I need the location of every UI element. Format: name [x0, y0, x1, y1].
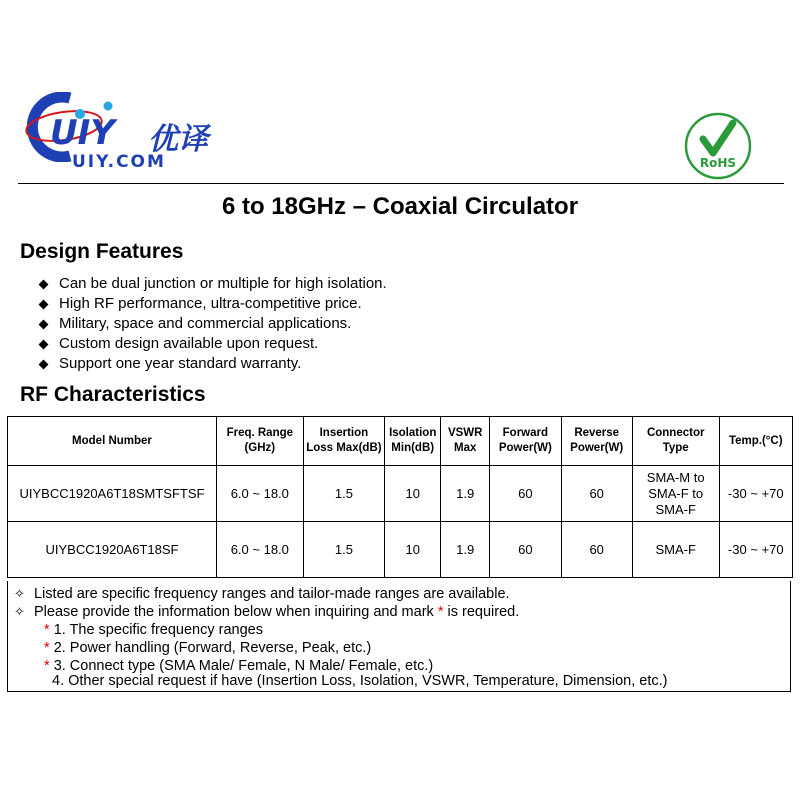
diamond-bullet-icon: [39, 359, 49, 369]
table-cell: 60: [561, 466, 632, 522]
diamond-bullet-icon: [39, 279, 49, 289]
table-cell: 6.0 ~ 18.0: [216, 466, 303, 522]
logo-chinese-text: 优译: [148, 122, 208, 157]
table-cell: 10: [385, 522, 441, 578]
page-title: 6 to 18GHz – Coaxial Circulator: [221, 193, 579, 220]
table-cell: 60: [490, 522, 561, 578]
table-cell: -30 ~ +70: [719, 522, 792, 578]
required-mark: *: [44, 622, 50, 638]
logo-letters: UIY: [50, 113, 115, 153]
table-header-cell: Insertion Loss Max(dB): [303, 417, 385, 466]
note-sub-item: 4. Other special request if have (Insertion Loss, Isolation, VSWR, Temperature, Dimension, etc.): [52, 673, 668, 689]
table-cell: 6.0 ~ 18.0: [216, 522, 303, 578]
feature-item: High RF performance, ultra-competitive price.: [38, 294, 387, 314]
required-mark: *: [44, 658, 50, 674]
rohs-check-icon: [683, 111, 753, 181]
feature-item: Custom design available upon request.: [38, 334, 387, 354]
table-cell: 1.9: [441, 466, 490, 522]
rohs-badge: [683, 111, 753, 181]
rohs-label: RoHS: [699, 156, 737, 170]
table-cell-connector: SMA-M to SMA-F to SMA-F: [632, 466, 719, 522]
required-mark: *: [437, 604, 444, 620]
table-cell-connector: SMA-F: [632, 522, 719, 578]
feature-item: Support one year standard warranty.: [38, 354, 387, 374]
table-header-cell: Forward Power(W): [490, 417, 561, 466]
table-header-cell: Model Number: [8, 417, 217, 466]
table-cell: 60: [561, 522, 632, 578]
table-cell: 1.5: [303, 466, 385, 522]
table-header-cell: Reverse Power(W): [561, 417, 632, 466]
design-features-list: [38, 274, 387, 374]
note-line: ✧ Listed are specific frequency ranges and tailor-made ranges are available.: [14, 586, 510, 602]
notes-box: [7, 581, 791, 692]
table-cell: 10: [385, 466, 441, 522]
logo-domain-text: UIY.COM: [72, 152, 166, 172]
note-line: ✧ Please provide the information below when inquiring and mark * is required.: [14, 604, 520, 620]
star-outline-bullet-icon: ✧: [14, 605, 25, 620]
table-header-cell: Connector Type: [632, 417, 719, 466]
diamond-bullet-icon: [39, 299, 49, 309]
feature-item: Can be dual junction or multiple for high isolation.: [38, 274, 387, 294]
table-cell-model: UIYBCC1920A6T18SMTSFTSF: [8, 466, 217, 522]
table-header-row: [8, 417, 793, 466]
table-header-cell: Isolation Min(dB): [385, 417, 441, 466]
table-row: [8, 522, 793, 578]
header-divider: [18, 183, 784, 184]
design-features-heading: Design Features: [20, 240, 184, 263]
table-cell-model: UIYBCC1920A6T18SF: [8, 522, 217, 578]
required-mark: *: [44, 640, 50, 656]
note-sub-item: * 1. The specific frequency ranges: [44, 622, 263, 638]
feature-item: Military, space and commercial applications.: [38, 314, 387, 334]
table-header-cell: VSWR Max: [441, 417, 490, 466]
table-cell: 1.5: [303, 522, 385, 578]
star-outline-bullet-icon: ✧: [14, 587, 25, 602]
note-sub-item: * 3. Connect type (SMA Male/ Female, N Male/ Female, etc.): [44, 658, 434, 674]
header: [0, 0, 800, 186]
table-header-cell: Freq. Range (GHz): [216, 417, 303, 466]
table-cell: -30 ~ +70: [719, 466, 792, 522]
table-header-cell: Temp.(°C): [719, 417, 792, 466]
rf-characteristics-heading: RF Characteristics: [20, 383, 206, 406]
diamond-bullet-icon: [39, 319, 49, 329]
company-logo: [24, 92, 264, 182]
note-sub-item: * 2. Power handling (Forward, Reverse, Peak, etc.): [44, 640, 372, 656]
diamond-bullet-icon: [39, 339, 49, 349]
table-cell: 1.9: [441, 522, 490, 578]
rf-characteristics-table: [7, 416, 793, 578]
table-cell: 60: [490, 466, 561, 522]
table-row: [8, 466, 793, 522]
